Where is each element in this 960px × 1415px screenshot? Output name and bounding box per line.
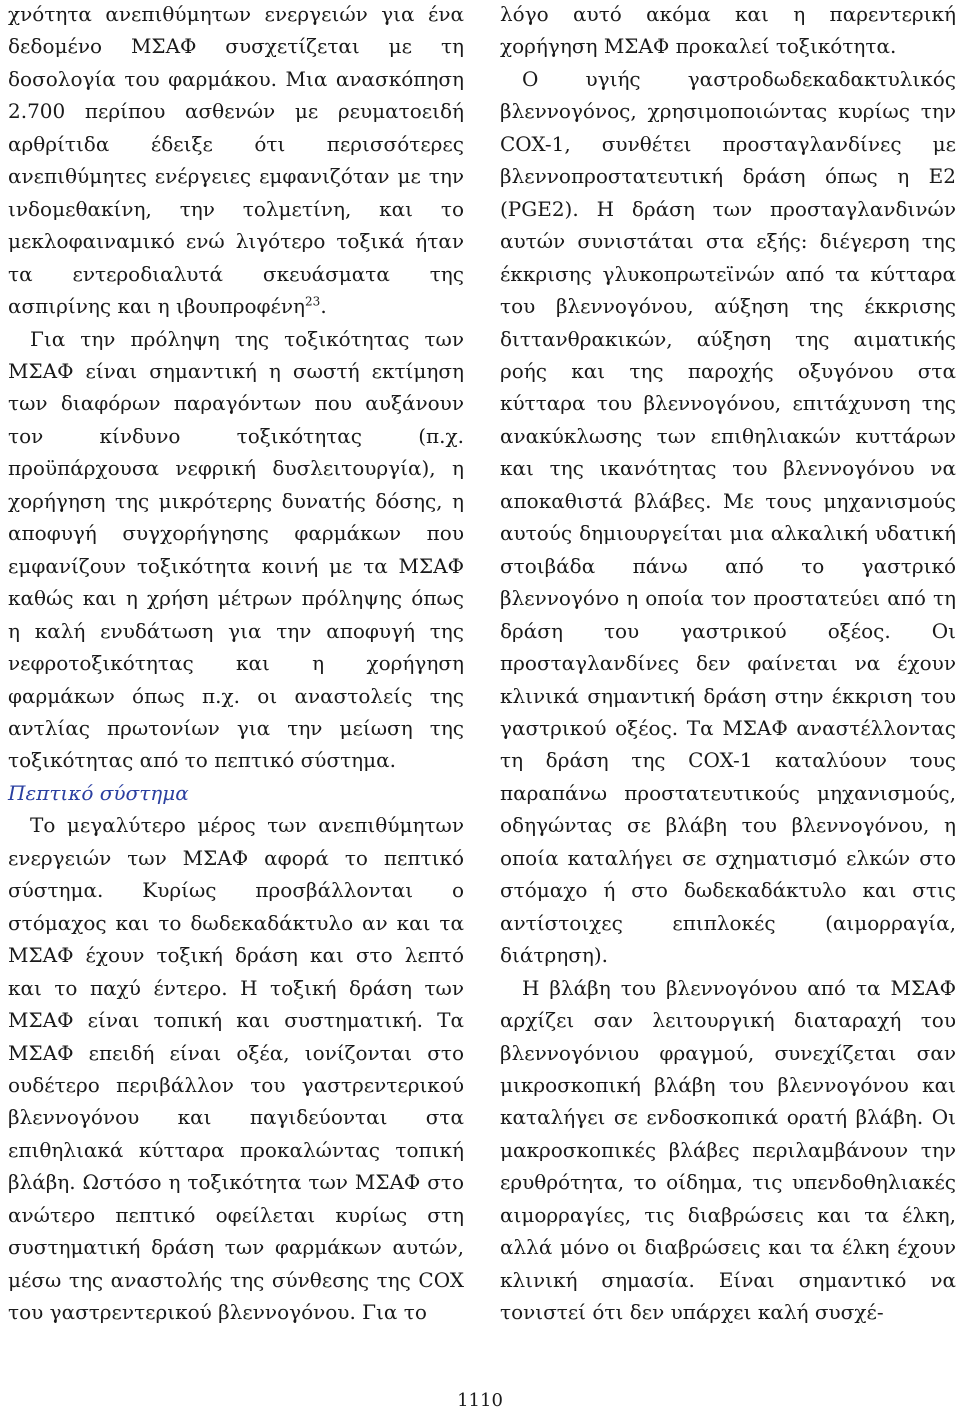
paragraph-parenteral: λόγο αυτό ακόμα και η παρεντερική χορήγηση ΜΣΑΦ προκαλεί τοξικότητα.	[500, 2, 956, 59]
page-number: 1110	[457, 1390, 503, 1411]
paragraph-mucosa-prostaglandins: Ο υγιής γαστροδωδεκαδακτυλικός βλεννογόνος, χρησιμοποιώντας κυρίως την COX-1, συνθέτει προσταγλανδίνες με βλεννοπροστατευτική δράση όπως η E2 (PGE2). Η δράση των προσταγλανδινών αυτών συνιστάται στα εξής: διέγερση της έκκρισης γλυκοπρωτεϊνών από τα κύτταρα του βλεννογόνου, αύξηση της έκκρισης διττανθρακικών, αύξηση της αιματικής ροής και της παροχής οξυγόνου στα κύτταρα του βλεννογόνου, επιτάχυνση της ανακύκλωσης των επιθηλιακών κυττάρων και της ικανότητας του βλεννογόνου να αποκαθιστά βλάβες. Με τους μηχανισμούς αυτούς δημιουργείται μια αλκαλική υδατική στοιβάδα πάνω από το γαστρικό βλεννογόνο η οποία τον προστατεύει από τη δράση του γαστρικού οξέος. Οι προσταγλανδίνες δεν φαίνεται να έχουν κλινικά σημαντική δράση στην έκκριση του γαστρικού οξέος. Τα ΜΣΑΦ αναστέλλοντας τη δράση της COX-1 καταλύουν τους παραπάνω προστατευτικούς μηχανισμούς, οδηγώντας σε βλάβη του βλεννογόνου, η οποία καταλήγει σε σχηματισμό ελκών στο στόμαχο ή στο δωδεκαδάκτυλο και στις αντίστοιχες επιπλοκές (αιμορραγία, διάτρηση).	[500, 66, 956, 968]
left-column	[8, 0, 464, 1329]
paragraph-dose-toxicity	[8, 0, 464, 323]
section-heading-digestive-system: Πεπτικό σύστημα	[8, 780, 189, 805]
paragraph-prevention: Για την πρόληψη της τοξικότητας των ΜΣΑΦ είναι σημαντική η σωστή εκτίμηση των διαφόρων παραγόντων που αυξάνουν τον κίνδυνο τοξικότητας (π.χ. προϋπάρχουσα νεφρική δυσλειτουργία), η χορήγηση της μικρότερης δυνατής δόσης, η αποφυγή συγχορήγησης φαρμάκων που εμφανίζουν τοξικότητα κοινή με τα ΜΣΑΦ καθώς και η χρήση μέτρων πρόληψης όπως η καλή ενυδάτωση για την αποφυγή της νεφροτοξικότητας και η χορήγηση φαρμάκων όπως π.χ. οι αναστολείς της αντλίας πρωτονίων για την μείωση της τοξικότητας από το πεπτικό σύστημα.	[8, 326, 464, 773]
paragraph-text: χνότητα ανεπιθύμητων ενεργειών για ένα δεδομένο ΜΣΑΦ συσχετίζεται με τη δοσολογία του φαρμάκου. Μια ανασκόπηση 2.700 περίπου ασθενών με ρευματοειδή αρθρίτιδα έδειξε ότι περισσότερες ανεπιθύμητες ενέργειες εμφανιζόταν με την ινδομεθακίνη, την τολμετίνη, και το μεκλοφαιναμικό ενώ λιγότερο τοξικά ήταν τα εντεροδιαλυτά σκευάσματα της ασπιρίνης και η ιβουπροφένη	[8, 2, 464, 319]
paragraph-end: .	[320, 294, 327, 319]
reference-number: 23	[305, 294, 321, 309]
right-column	[500, 0, 956, 1329]
paragraph-digestive-toxicity: Το μεγαλύτερο μέρος των ανεπιθύμητων ενεργειών των ΜΣΑΦ αφορά το πεπτικό σύστημα. Κυρίως προσβάλλονται ο στόμαχος και το δωδεκαδάκτυλο αν και τα ΜΣΑΦ έχουν τοξική δράση και στο λεπτό και το παχύ έντερο. Η τοξική δράση των ΜΣΑΦ είναι τοπική και συστηματική. Τα ΜΣΑΦ επειδή είναι οξέα, ιονίζονται στο ουδέτερο περιβάλλον του γαστρεντερικού βλεννογόνου και παγιδεύονται στα επιθηλιακά κύτταρα προκαλώντας τοπική βλάβη. Ωστόσο η τοξικότητα των ΜΣΑΦ στο ανώτερο πεπτικό οφείλεται κυρίως στη συστηματική δράση των φαρμάκων αυτών, μέσω της αναστολής της σύνθεσης της COX του γαστρεντερικού βλεννογόνου. Για το	[8, 813, 464, 1325]
paragraph-mucosal-damage: Η βλάβη του βλεννογόνου από τα ΜΣΑΦ αρχίζει σαν λειτουργική διαταραχή του βλεννογόνιου φραγμού, συνεχίζεται σαν μικροσκοπική βλάβη του βλεννογόνου και καταλήγει σε ενδοσκοπικά ορατή βλάβη. Οι μακροσκοπικές βλάβες περιλαμβάνουν την ερυθρότητα, το οίδημα, τις υπενδοθηλιακές αιμορραγίες, τις διαβρώσεις και τα έλκη, αλλά μόνο οι διαβρώσεις και τα έλκη έχουν κλινική σημασία. Είναι σημαντικό να τονιστεί ότι δεν υπάρχει καλή συσχέ-	[500, 975, 956, 1325]
